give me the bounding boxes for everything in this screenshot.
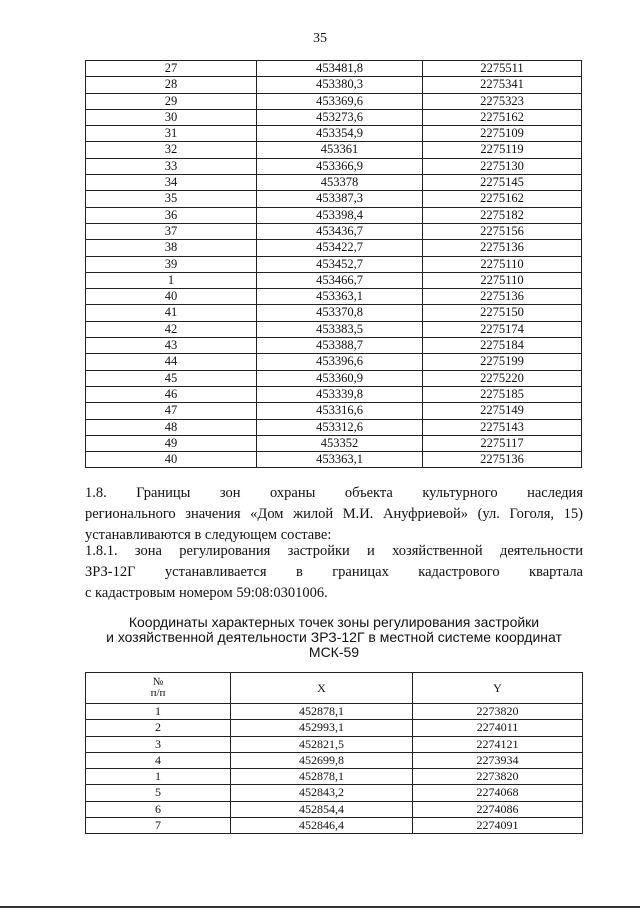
y-coordinate-cell: 2275511 (423, 61, 582, 77)
table-row (86, 704, 583, 720)
y-coordinate-cell: 2274121 (413, 736, 583, 752)
paragraph-line: 1.8.1. зона регулирования застройки и хозяйственной деятельности (85, 543, 583, 559)
table-row (86, 126, 582, 142)
x-coordinate-cell: 453396,6 (257, 354, 423, 370)
x-coordinate-cell: 452993,1 (231, 720, 413, 736)
x-coordinate-cell: 452699,8 (231, 752, 413, 768)
table-header-row (86, 673, 583, 704)
point-number-cell: 42 (86, 321, 257, 337)
y-coordinate-cell: 2275117 (423, 435, 582, 451)
table-row (86, 191, 582, 207)
y-coordinate-cell: 2275323 (423, 93, 582, 109)
paragraph-line: ЗРЗ-12Г устанавливается в границах кадастрового квартала (85, 564, 583, 580)
y-coordinate-cell: 2275143 (423, 419, 582, 435)
x-coordinate-cell: 453363,1 (257, 289, 423, 305)
header-x: X (231, 673, 413, 704)
y-coordinate-cell: 2275156 (423, 223, 582, 239)
y-coordinate-cell: 2275220 (423, 370, 582, 386)
y-coordinate-cell: 2275341 (423, 77, 582, 93)
table-row (86, 223, 582, 239)
header-y: Y (413, 673, 583, 704)
y-coordinate-cell: 2275136 (423, 452, 582, 468)
x-coordinate-cell: 453361 (257, 142, 423, 158)
y-coordinate-cell: 2275136 (423, 240, 582, 256)
x-coordinate-cell: 453481,8 (257, 61, 423, 77)
paragraph-line: регионального значения «Дом жилой М.И. Ануфриевой» (ул. Гоголя, 15) (85, 506, 583, 522)
point-number-cell: 1 (86, 704, 231, 720)
y-coordinate-cell: 2273934 (413, 752, 583, 768)
paragraph-line: устанавливаются в следующем составе: (85, 527, 332, 543)
x-coordinate-cell: 453360,9 (257, 370, 423, 386)
x-coordinate-cell: 453316,6 (257, 403, 423, 419)
table-row (86, 452, 582, 468)
point-number-cell: 1 (86, 769, 231, 785)
table-row (86, 386, 582, 402)
y-coordinate-cell: 2275162 (423, 191, 582, 207)
x-coordinate-cell: 453398,4 (257, 207, 423, 223)
table-row (86, 142, 582, 158)
paragraph-line: с кадастровым номером 59:08:0301006. (85, 585, 328, 601)
table-row (86, 240, 582, 256)
point-number-cell: 35 (86, 191, 257, 207)
header-number-symbol: № (152, 676, 164, 688)
y-coordinate-cell: 2275185 (423, 386, 582, 402)
table-row (86, 720, 583, 736)
point-number-cell: 49 (86, 435, 257, 451)
y-coordinate-cell: 2275184 (423, 338, 582, 354)
x-coordinate-cell: 453388,7 (257, 338, 423, 354)
point-number-cell: 33 (86, 158, 257, 174)
y-coordinate-cell: 2274091 (413, 818, 583, 834)
point-number-cell: 43 (86, 338, 257, 354)
y-coordinate-cell: 2275110 (423, 256, 582, 272)
y-coordinate-cell: 2275182 (423, 207, 582, 223)
table-row (86, 752, 583, 768)
point-number-cell: 1 (86, 272, 257, 288)
x-coordinate-cell: 453452,7 (257, 256, 423, 272)
y-coordinate-cell: 2273820 (413, 769, 583, 785)
table-row (86, 818, 583, 834)
x-coordinate-cell: 453354,9 (257, 126, 423, 142)
table-row (86, 175, 582, 191)
point-number-cell: 36 (86, 207, 257, 223)
table-row (86, 256, 582, 272)
x-coordinate-cell: 453370,8 (257, 305, 423, 321)
table-row (86, 93, 582, 109)
table-row (86, 736, 583, 752)
header-number (86, 673, 231, 704)
point-number-cell: 5 (86, 785, 231, 801)
table-row (86, 109, 582, 125)
point-number-cell: 41 (86, 305, 257, 321)
x-coordinate-cell: 452846,4 (231, 818, 413, 834)
point-number-cell: 6 (86, 801, 231, 817)
paragraph-1-8 (85, 483, 583, 546)
point-number-cell: 37 (86, 223, 257, 239)
x-coordinate-cell: 452821,5 (231, 736, 413, 752)
y-coordinate-cell: 2274086 (413, 801, 583, 817)
x-coordinate-cell: 453352 (257, 435, 423, 451)
y-coordinate-cell: 2275174 (423, 321, 582, 337)
heading-line: МСК-59 (308, 644, 360, 660)
page-number: 35 (313, 31, 327, 46)
coordinates-table-continued (85, 60, 582, 468)
table-row (86, 769, 583, 785)
point-number-cell: 38 (86, 240, 257, 256)
x-coordinate-cell: 453422,7 (257, 240, 423, 256)
table-heading (85, 615, 583, 660)
y-coordinate-cell: 2275136 (423, 289, 582, 305)
x-coordinate-cell: 453312,6 (257, 419, 423, 435)
point-number-cell: 4 (86, 752, 231, 768)
x-coordinate-cell: 452854,4 (231, 801, 413, 817)
paragraph-1-8-1 (85, 541, 583, 604)
point-number-cell: 40 (86, 289, 257, 305)
point-number-cell: 2 (86, 720, 231, 736)
table-row (86, 801, 583, 817)
header-number-label: п/п (150, 687, 166, 699)
point-number-cell: 48 (86, 419, 257, 435)
y-coordinate-cell: 2275109 (423, 126, 582, 142)
x-coordinate-cell: 453378 (257, 175, 423, 191)
y-coordinate-cell: 2274068 (413, 785, 583, 801)
x-coordinate-cell: 452878,1 (231, 704, 413, 720)
table-row (86, 338, 582, 354)
table-row (86, 321, 582, 337)
point-number-cell: 30 (86, 109, 257, 125)
table-row (86, 785, 583, 801)
y-coordinate-cell: 2275145 (423, 175, 582, 191)
y-coordinate-cell: 2275150 (423, 305, 582, 321)
table-row (86, 419, 582, 435)
table-row (86, 354, 582, 370)
heading-line: и хозяйственной деятельности ЗРЗ-12Г в местной системе координат (106, 629, 562, 645)
table-row (86, 403, 582, 419)
y-coordinate-cell: 2275162 (423, 109, 582, 125)
table-row (86, 305, 582, 321)
y-coordinate-cell: 2274011 (413, 720, 583, 736)
table-row (86, 207, 582, 223)
point-number-cell: 28 (86, 77, 257, 93)
x-coordinate-cell: 453363,1 (257, 452, 423, 468)
x-coordinate-cell: 453383,5 (257, 321, 423, 337)
point-number-cell: 34 (86, 175, 257, 191)
y-coordinate-cell: 2275149 (423, 403, 582, 419)
x-coordinate-cell: 452843,2 (231, 785, 413, 801)
x-coordinate-cell: 453436,7 (257, 223, 423, 239)
point-number-cell: 7 (86, 818, 231, 834)
x-coordinate-cell: 453387,3 (257, 191, 423, 207)
point-number-cell: 27 (86, 61, 257, 77)
x-coordinate-cell: 453366,9 (257, 158, 423, 174)
point-number-cell: 3 (86, 736, 231, 752)
table-row (86, 77, 582, 93)
paragraph-line: 1.8. Границы зон охраны объекта культурного наследия (85, 485, 583, 501)
zrz-12g-coordinates-table (85, 672, 583, 834)
table-row (86, 158, 582, 174)
table-row (86, 370, 582, 386)
y-coordinate-cell: 2273820 (413, 704, 583, 720)
point-number-cell: 39 (86, 256, 257, 272)
table-row (86, 61, 582, 77)
heading-line: Координаты характерных точек зоны регулирования застройки (128, 614, 540, 630)
point-number-cell: 45 (86, 370, 257, 386)
point-number-cell: 44 (86, 354, 257, 370)
x-coordinate-cell: 453466,7 (257, 272, 423, 288)
point-number-cell: 29 (86, 93, 257, 109)
point-number-cell: 32 (86, 142, 257, 158)
table-row (86, 289, 582, 305)
point-number-cell: 47 (86, 403, 257, 419)
point-number-cell: 46 (86, 386, 257, 402)
x-coordinate-cell: 453273,6 (257, 109, 423, 125)
x-coordinate-cell: 453369,6 (257, 93, 423, 109)
x-coordinate-cell: 453380,3 (257, 77, 423, 93)
x-coordinate-cell: 453339,8 (257, 386, 423, 402)
y-coordinate-cell: 2275199 (423, 354, 582, 370)
x-coordinate-cell: 452878,1 (231, 769, 413, 785)
page-bottom-border (0, 906, 640, 908)
y-coordinate-cell: 2275130 (423, 158, 582, 174)
table-row (86, 272, 582, 288)
y-coordinate-cell: 2275110 (423, 272, 582, 288)
point-number-cell: 31 (86, 126, 257, 142)
point-number-cell: 40 (86, 452, 257, 468)
y-coordinate-cell: 2275119 (423, 142, 582, 158)
table-row (86, 435, 582, 451)
